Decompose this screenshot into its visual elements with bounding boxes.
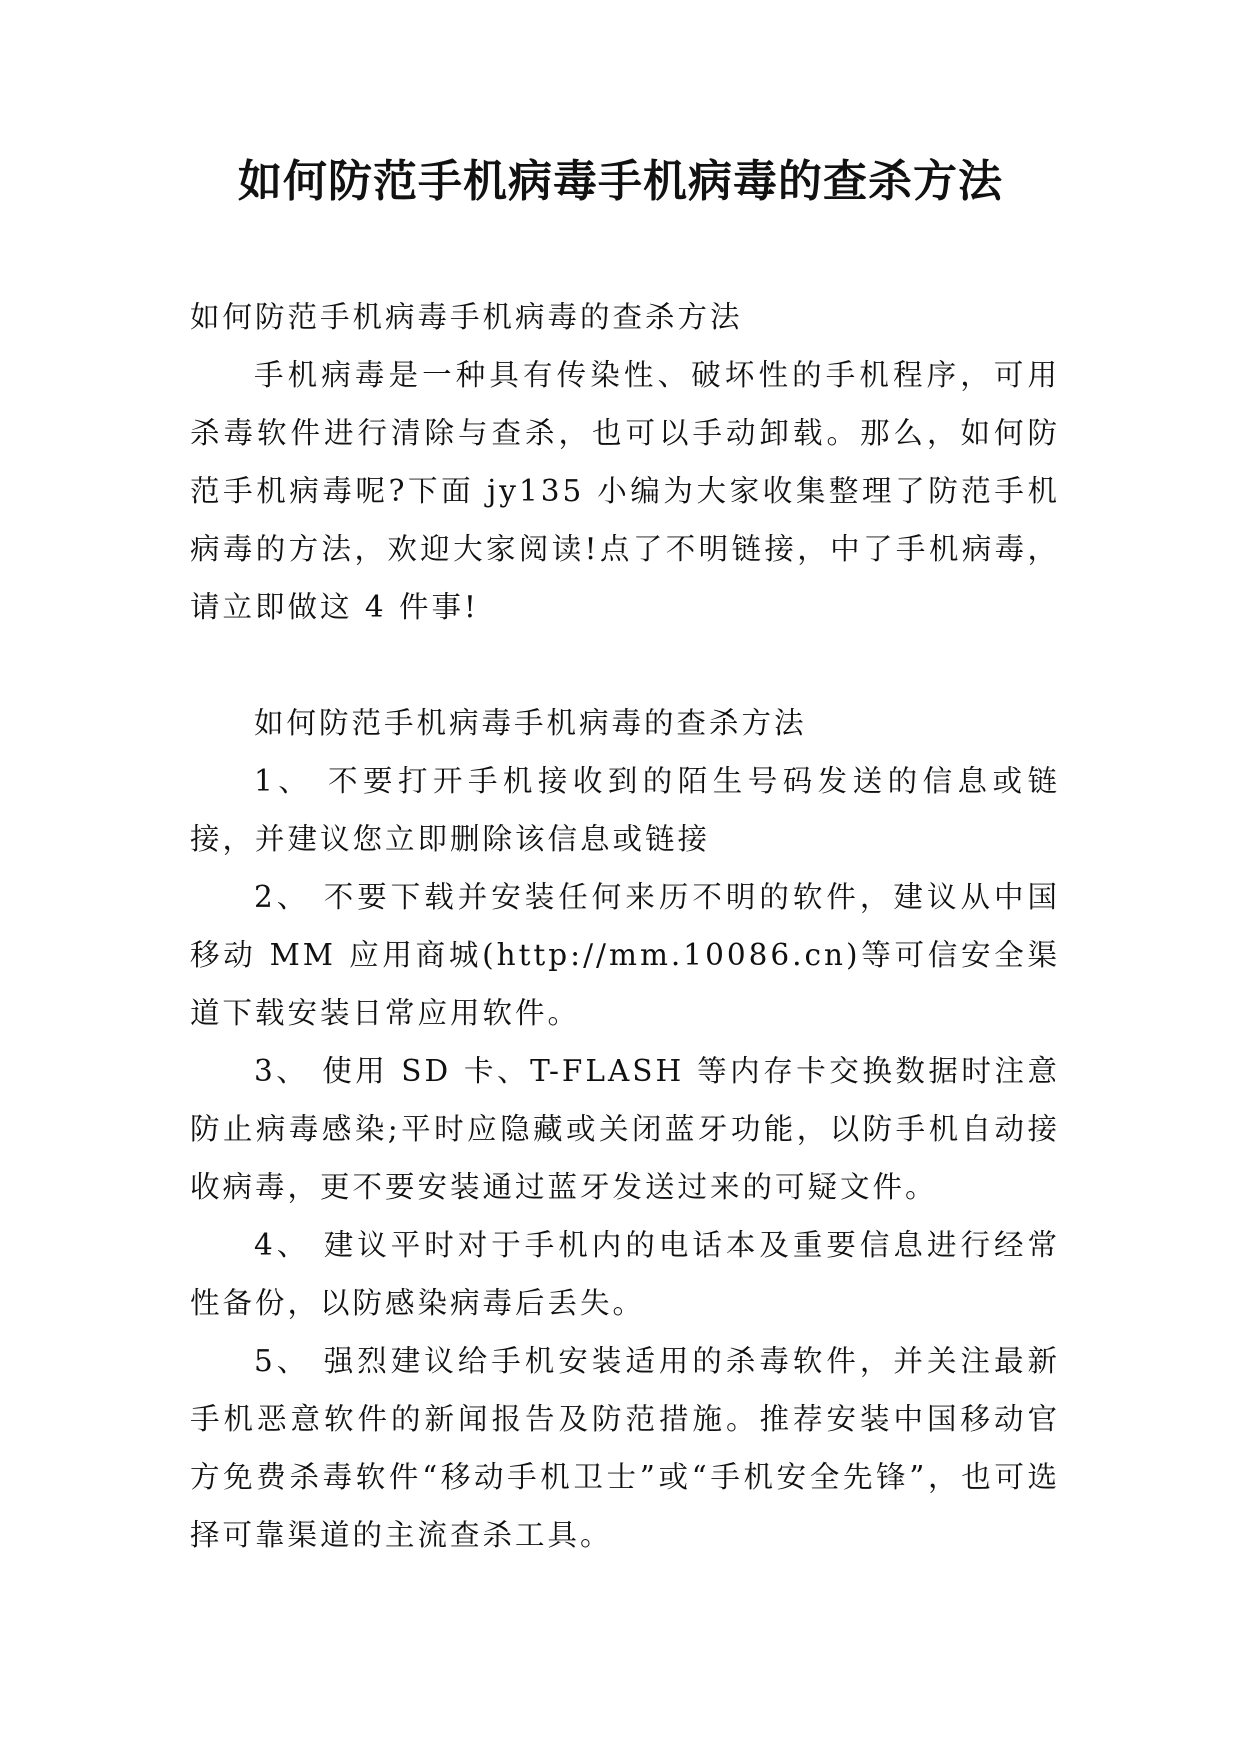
- list-item-4: 4、 建议平时对于手机内的电话本及重要信息进行经常性备份，以防感染病毒后丢失。: [190, 1228, 1060, 1320]
- intro-paragraph: 手机病毒是一种具有传染性、破坏性的手机程序，可用杀毒软件进行清除与查杀，也可以手动卸载。那么，如何防范手机病毒呢?下面 jy135 小编为大家收集整理了防范手机病毒的方法，欢迎大家阅读!点了不明链接，中了手机病毒，请立即做这 4 件事!: [190, 358, 1060, 624]
- list-item-5: 5、 强烈建议给手机安装适用的杀毒软件，并关注最新手机恶意软件的新闻报告及防范措施。推荐安装中国移动官方免费杀毒软件“移动手机卫士”或“手机安全先锋”，也可选择可靠渠道的主流查杀工具。: [190, 1344, 1060, 1552]
- intro-heading: 如何防范手机病毒手机病毒的查杀方法: [190, 300, 743, 334]
- list-item-1: 1、 不要打开手机接收到的陌生号码发送的信息或链接，并建议您立即删除该信息或链接: [190, 764, 1060, 856]
- section-heading: 如何防范手机病毒手机病毒的查杀方法: [254, 706, 807, 740]
- document-body: [190, 288, 1060, 1564]
- list-item-3: 3、 使用 SD 卡、T-FLASH 等内存卡交换数据时注意防止病毒感染;平时应隐藏或关闭蓝牙功能，以防手机自动接收病毒，更不要安装通过蓝牙发送过来的可疑文件。: [190, 1054, 1060, 1204]
- list-item-2: 2、 不要下载并安装任何来历不明的软件，建议从中国移动 MM 应用商城(http://mm.10086.cn)等可信安全渠道下载安装日常应用软件。: [190, 880, 1060, 1030]
- document-title: 如何防范手机病毒手机病毒的查杀方法: [238, 156, 1003, 207]
